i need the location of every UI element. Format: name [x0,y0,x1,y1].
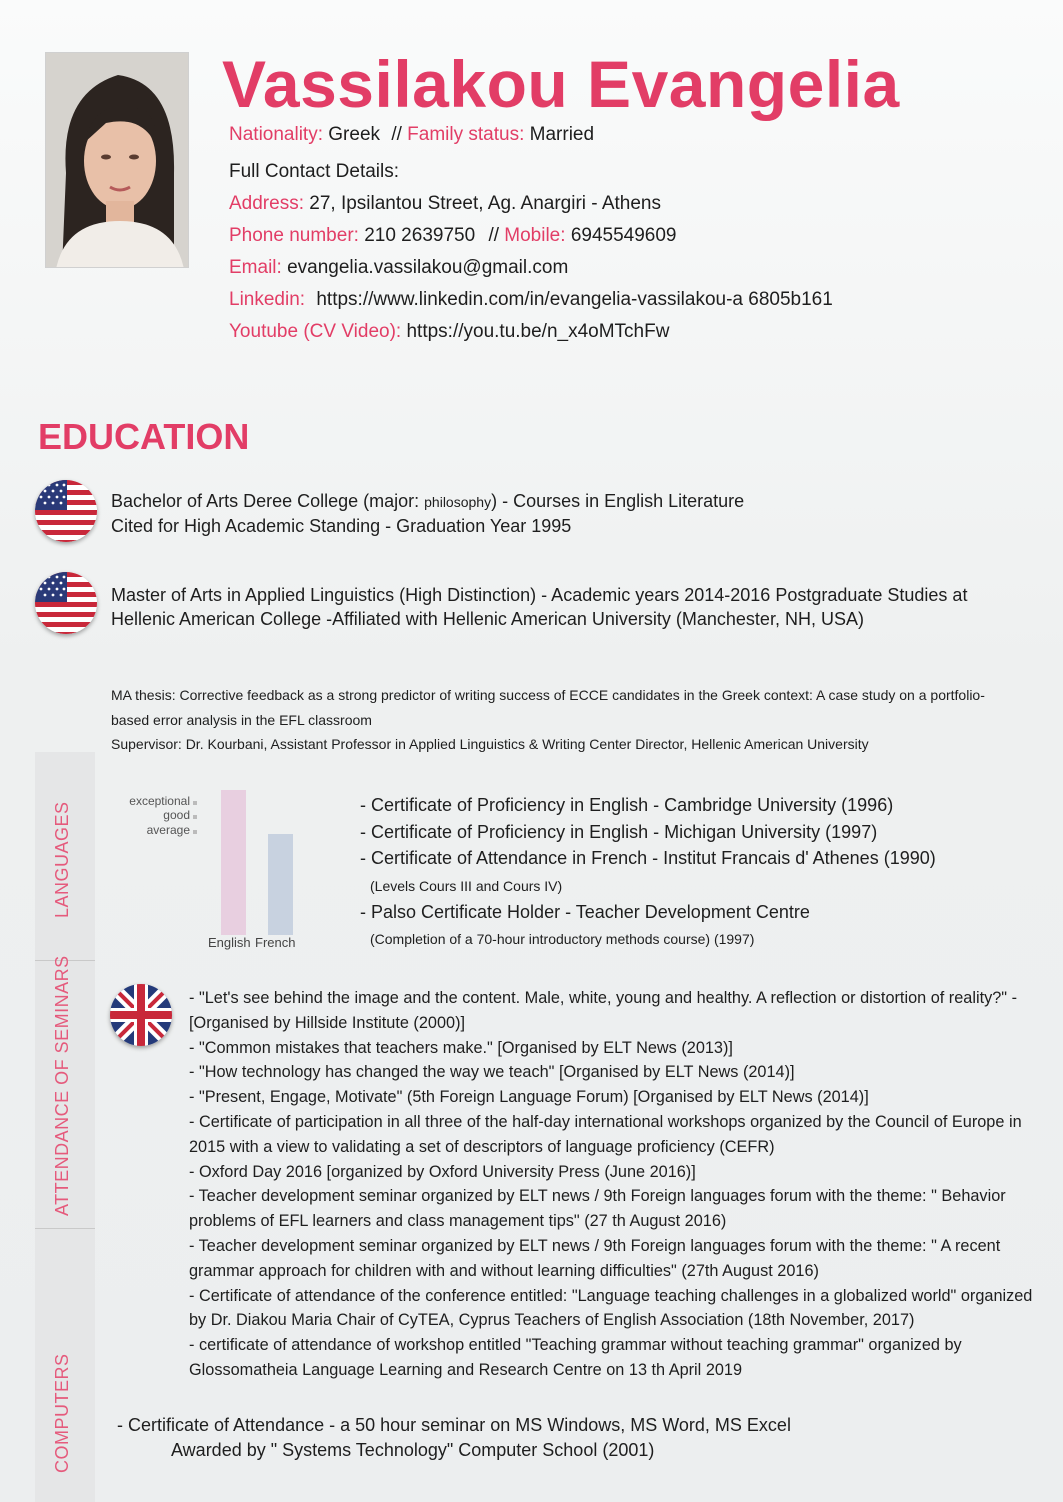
list-item: - Certificate of participation in all three of the half-day international workshops organized by the Council of Europe in 2015 with a view to validating a set of descriptors of language proficiency (CEFR) [189,1112,1022,1156]
language-level-chart [100,780,320,955]
ba-line2: Cited for High Academic Standing - Graduation Year 1995 [111,516,572,536]
nationality-line [229,123,594,147]
linkedin-link[interactable]: https://www.linkedin.com/in/evangelia-vassilakou-a 6805b161 [316,289,833,310]
us-flag-icon [35,572,97,634]
mobile-label: Mobile: [504,225,566,246]
mobile-value: 6945549609 [570,225,677,246]
y-tick-mark [193,815,197,819]
list-item: - certificate of attendance of workshop entitled "Teaching grammar without teaching grammar" organized by Glossomatheia Language Learning and Research Centre on 13 th April 2019 [189,1336,962,1379]
language-cert-3: - Certificate of Attendance in French - Institut Francais d' Athenes (1990) [360,848,936,868]
language-cert-1: - Certificate of Proficiency in English - Cambridge University (1996) [360,795,894,815]
language-cert-4: - Palso Certificate Holder - Teacher Development Centre [360,902,810,922]
address-value: 27, Ipsilantou Street, Ag. Anargiri - Athens [309,193,661,214]
ba-text-b: ) - Courses in English Literature [491,491,745,511]
youtube-label: Youtube (CV Video): [229,321,402,342]
y-tick-label: average [146,822,190,837]
language-cert-4-note: (Completion of a 70-hour introductory methods course) (1997) [370,931,755,947]
section-title-education: EDUCATION [38,416,250,457]
list-item: - "How technology has changed the way we teach" [Organised by ELT News (2014)] [189,1063,795,1082]
sidebar-label-languages: LANGUAGES [52,801,72,918]
list-item: - "Present, Engage, Motivate" (5th Foreign Language Forum) [Organised by ELT News (2014)] [189,1088,869,1107]
phone-value: 210 2639750 [364,225,476,246]
list-item: - "Common mistakes that teachers make." [Organised by ELT News (2013)] [189,1038,733,1057]
y-tick-label: good [163,808,190,823]
ba-text-a: Bachelor of Arts Deree College (major: [111,491,425,511]
list-item: - Certificate of attendance of the conference entitled: "Language teaching challenges in a globalized world" organized by Dr. Diakou Maria Chair of CyTEA, Cyprus Teachers of English Association (18th November, 2017) [189,1286,1033,1330]
linkedin-line [229,288,833,312]
email-link[interactable]: evangelia.vassilakou@gmail.com [287,257,569,278]
portrait-image [46,53,189,268]
uk-flag-icon [110,984,172,1046]
youtube-line [229,320,669,344]
nationality-label: Nationality: [229,124,323,145]
y-tick-mark [193,801,197,805]
address-line [229,192,661,216]
email-line [229,256,568,280]
person-name: Vassilakou Evangelia [222,47,900,121]
ba-major: philosophy [424,494,492,510]
ma-thesis: MA thesis: Corrective feedback as a strong predictor of writing success of ECCE candidates in the Greek context: A case study on a portfolio- based error analysis in the EFL classroom [111,687,985,728]
email-label: Email: [229,257,282,278]
profile-photo [45,52,189,268]
nationality-value: Greek [328,124,381,145]
list-item: - "Let's see behind the image and the content. Male, white, young and healthy. A reflection or distortion of reality?" - [Organised by Hillside Institute (2000)] [189,989,1018,1032]
bar-french [268,834,293,936]
y-tick-mark [193,830,197,834]
language-cert-2: - Certificate of Proficiency in English - Michigan University (1997) [360,822,878,842]
education-ma: Master of Arts in Applied Linguistics (High Distinction) - Academic years 2014-2016 Postgraduate Studies at Hellenic American College -Affiliated with Hellenic American University (Manchester, NH, USA) [111,585,968,629]
phone-line [229,224,676,248]
list-item: - Teacher development seminar organized by ELT news / 9th Foreign languages forum with the theme: " Behavior problems of EFL learners and class management tips" (27 th August 2016) [189,1187,1006,1231]
separator: // [391,124,402,145]
education-ba [111,489,1011,538]
us-flag-icon [35,480,97,542]
linkedin-label: Linkedin: [229,289,306,310]
seminars-list [189,986,1049,1383]
computers-cert: - Certificate of Attendance - a 50 hour seminar on MS Windows, MS Word, MS Excel [117,1415,791,1435]
phone-label: Phone number: [229,225,359,246]
family-label: Family status: [407,124,525,145]
sidebar-label-computers: COMPUTERS [52,1353,72,1473]
language-cert-3-note: (Levels Cours III and Cours IV) [370,878,563,894]
ma-supervisor: Supervisor: Dr. Kourbani, Assistant Professor in Applied Linguistics & Writing Center Director, Hellenic American University [111,736,869,752]
x-tick-label: French [255,935,296,950]
sidebar-label-seminars: ATTENDANCE OF SEMINARS [52,955,72,1216]
sidebar-divider [35,1228,95,1229]
family-value: Married [529,124,595,145]
x-tick-label: English [208,935,251,950]
youtube-link[interactable]: https://you.tu.be/n_x4oMTchFw [406,321,670,342]
address-label: Address: [229,193,304,214]
computers-awarded: Awarded by " Systems Technology" Computer School (2001) [171,1440,655,1460]
separator: // [488,225,499,246]
contact-heading: Full Contact Details: [229,161,400,182]
y-tick-label: exceptional [129,793,190,808]
bar-english [221,790,246,935]
list-item: - Teacher development seminar organized by ELT news / 9th Foreign languages forum with the theme: " A recent grammar approach for children with and without learning difficulties" (27th August 2016) [189,1236,1001,1280]
list-item: - Oxford Day 2016 [organized by Oxford University Press (June 2016)] [189,1162,696,1181]
